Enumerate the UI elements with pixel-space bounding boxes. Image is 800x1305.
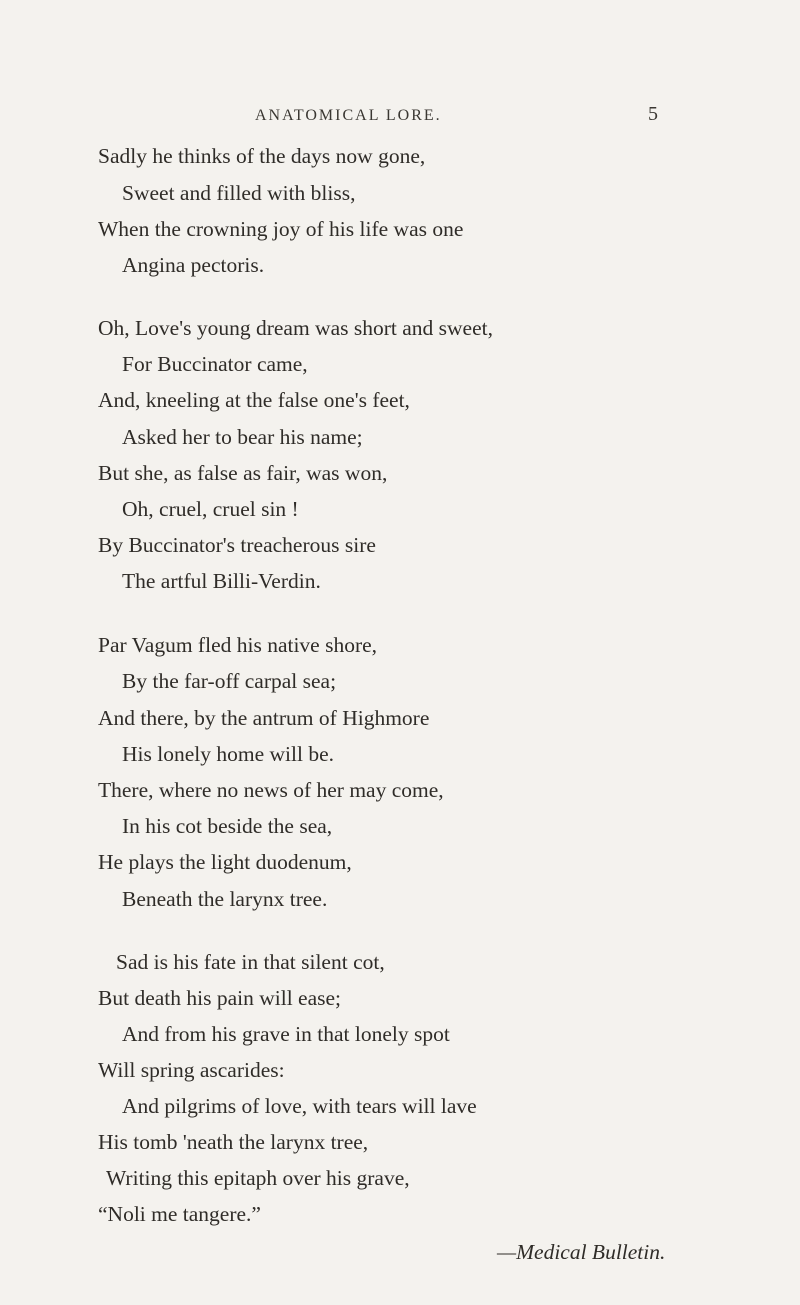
- poem-line: Sweet and filled with bliss,: [122, 181, 356, 205]
- poem-line: His lonely home will be.: [122, 742, 334, 766]
- poem-line: He plays the light duodenum,: [98, 850, 352, 874]
- poem-line: Par Vagum fled his native shore,: [98, 633, 378, 657]
- poem-line: Angina pectoris.: [122, 253, 265, 277]
- poem-line: There, where no news of her may come,: [98, 778, 444, 802]
- poem-line: By the far-off carpal sea;: [122, 669, 337, 693]
- poem-line: By Buccinator's treacherous sire: [98, 533, 376, 557]
- poem-line: Beneath the larynx tree.: [122, 887, 328, 911]
- poem-line: Sad is his fate in that silent cot,: [116, 950, 385, 974]
- poem-line: Asked her to bear his name;: [122, 425, 363, 449]
- attribution: —Medical Bulletin.: [497, 1240, 666, 1264]
- running-title: ANATOMICAL LORE.: [255, 107, 442, 124]
- poem-line: Sadly he thinks of the days now gone,: [98, 144, 426, 168]
- poem-line: Oh, Love's young dream was short and sweet,: [98, 316, 493, 340]
- poem-line: His tomb 'neath the larynx tree,: [98, 1130, 369, 1154]
- poem-line: But death his pain will ease;: [98, 986, 342, 1010]
- poem-line: When the crowning joy of his life was one: [98, 217, 464, 241]
- poem-line: Oh, cruel, cruel sin !: [122, 497, 299, 521]
- poem-line: In his cot beside the sea,: [122, 814, 333, 838]
- page-number: 5: [648, 103, 658, 125]
- poem-line: And there, by the antrum of Highmore: [98, 706, 430, 730]
- poem-line: Writing this epitaph over his grave,: [106, 1166, 410, 1190]
- poem-line: “Noli me tangere.”: [98, 1202, 261, 1226]
- poem-line: Will spring ascarides:: [98, 1058, 285, 1082]
- poem-line: But she, as false as fair, was won,: [98, 461, 388, 485]
- poem-line: And from his grave in that lonely spot: [122, 1022, 450, 1046]
- poem-line: For Buccinator came,: [122, 352, 308, 376]
- poem-line: And pilgrims of love, with tears will lave: [122, 1094, 477, 1118]
- poem-line: The artful Billi-Verdin.: [122, 569, 321, 593]
- poem-line: And, kneeling at the false one's feet,: [98, 388, 410, 412]
